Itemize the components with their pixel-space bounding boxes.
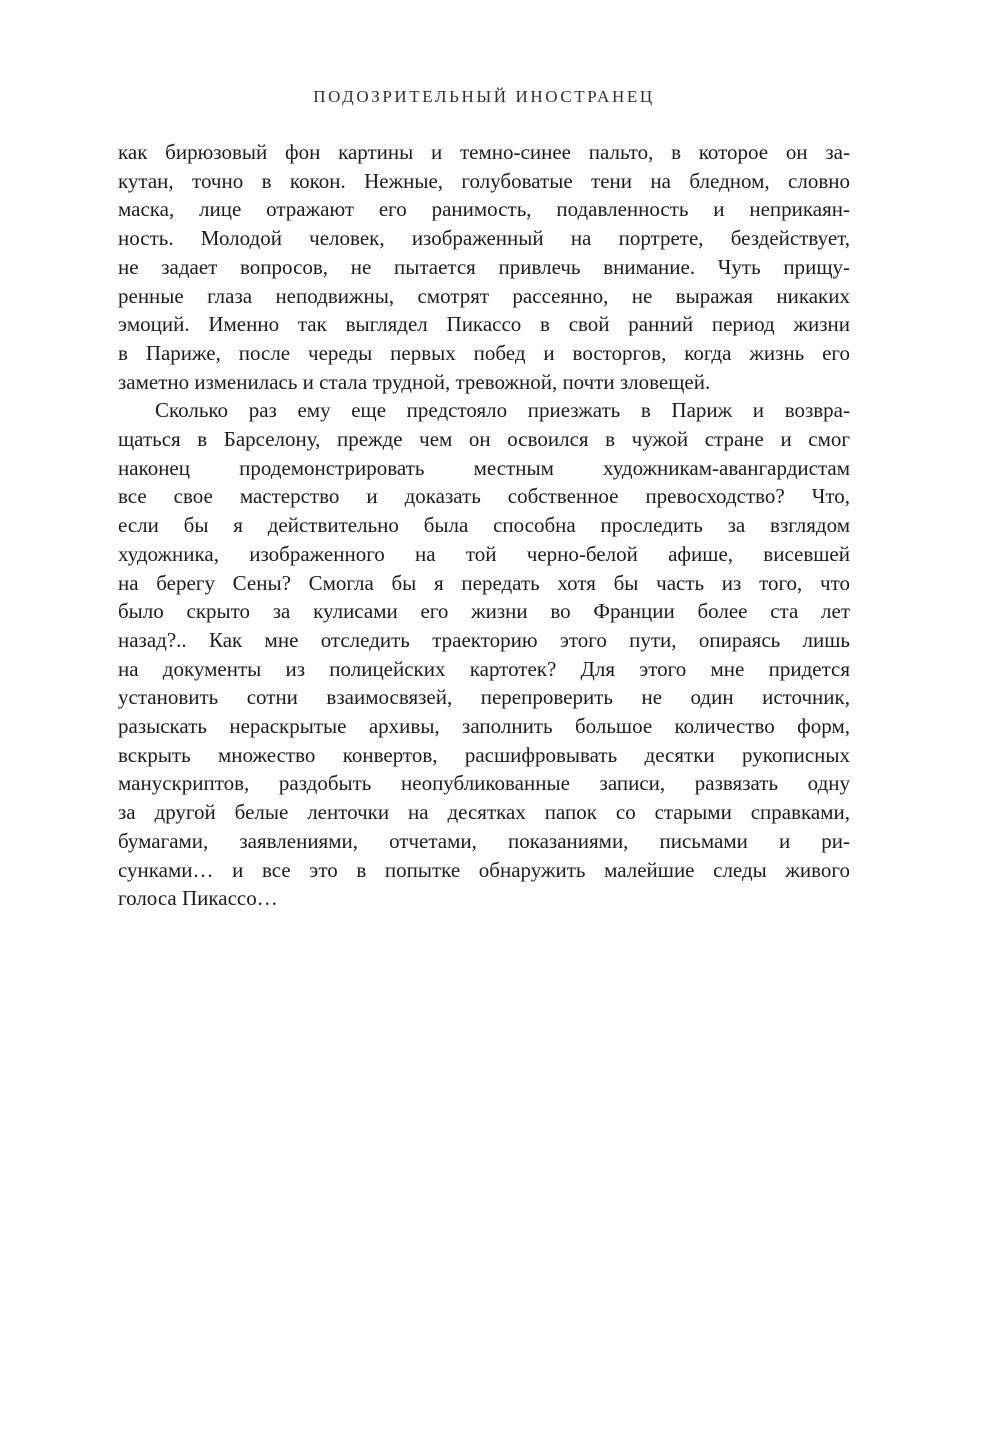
text-line: все свое мастерство и доказать собственное превосходство? Что, [118,484,850,509]
running-header: ПОДОЗРИТЕЛЬНЫЙ ИНОСТРАНЕЦ [313,87,655,106]
text-line: кутан, точно в кокон. Нежные, голубоватые тени на бледном, словно [118,168,850,193]
text-line: ренные глаза неподвижны, смотрят рассеянно, не выражая никаких [118,283,850,308]
text-line: как бирюзовый фон картины и темно-синее пальто, в которое он за- [118,140,850,164]
text-line: разыскать нераскрытые архивы, заполнить большое количество форм, [118,714,850,739]
text-line: ность. Молодой человек, изображенный на портрете, бездействует, [118,226,850,251]
text-line: Сколько раз ему еще предстояло приезжать в Париж и возвра- [155,398,850,423]
text-line: художника, изображенного на той черно-белой афише, висевшей [118,541,850,566]
paragraph [118,138,850,396]
text-line: установить сотни взаимосвязей, перепроверить не один источник, [118,685,850,710]
paragraph [118,396,850,913]
text-line: не задает вопросов, не пытается привлечь внимание. Чуть прищу- [118,254,850,279]
text-line: вскрыть множество конвертов, расшифровывать десятки рукописных [118,742,850,767]
text-line: наконец продемонстрировать местным художникам-авангардистам [118,455,850,480]
text-line: было скрыто за кулисами его жизни во Франции более ста лет [118,599,850,624]
text-line: щаться в Барселону, прежде чем он освоился в чужой стране и смог [118,427,850,452]
text-line: манускриптов, раздобыть неопубликованные записи, развязать одну [118,771,850,796]
text-line: маска, лице отражают его ранимость, подавленность и неприкаян- [118,197,850,222]
text-line: на документы из полицейских картотек? Для этого мне придется [118,656,850,681]
text-line: эмоций. Именно так выглядел Пикассо в свой ранний период жизни [118,312,850,337]
text-line: в Париже, после череды первых побед и восторгов, когда жизнь его [118,340,850,365]
text-line: сунками… и все это в попытке обнаружить малейшие следы живого [118,857,850,882]
text-line: назад?.. Как мне отследить траекторию этого пути, опираясь лишь [118,627,850,652]
body-text [118,138,850,913]
text-line: на берегу Сены? Смогла бы я передать хотя бы часть из того, что [118,570,850,595]
text-line: если бы я действительно была способна проследить за взглядом [118,513,850,538]
text-line: бумагами, заявлениями, отчетами, показаниями, письмами и ри- [118,828,850,853]
text-line: голоса Пикассо… [118,886,278,911]
text-line: заметно изменилась и стала трудной, тревожной, почти зловещей. [118,369,711,394]
text-line: за другой белые ленточки на десятках папок со старыми справками, [118,800,850,825]
